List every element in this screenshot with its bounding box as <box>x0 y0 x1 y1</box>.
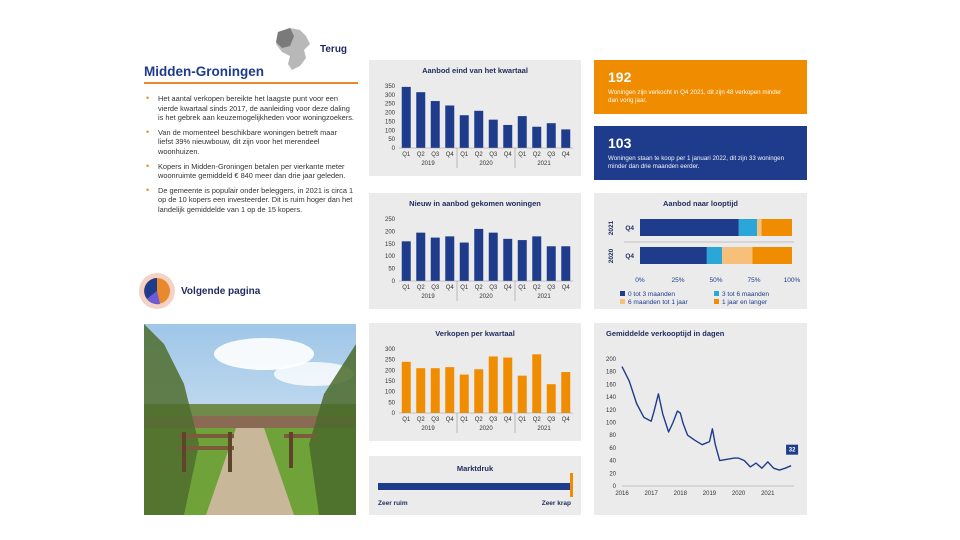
bar <box>532 236 541 281</box>
marktdruk-fill <box>378 483 572 490</box>
legend-swatch <box>714 291 719 296</box>
bar <box>445 105 454 148</box>
year-label: 2020 <box>479 426 493 432</box>
bar <box>431 238 440 281</box>
row-year-label: 2020 <box>608 248 615 264</box>
x-tick-label: 2021 <box>761 491 775 497</box>
year-label: 2019 <box>421 294 435 300</box>
bar <box>460 243 469 281</box>
year-label: 2021 <box>537 161 551 167</box>
y-tick-label: 150 <box>384 119 395 126</box>
x-tick-label: Q3 <box>489 285 498 291</box>
y-tick-label: 100 <box>384 128 395 135</box>
year-label: 2020 <box>479 294 493 300</box>
y-tick-label: 0 <box>391 411 395 417</box>
y-tick-label: 350 <box>384 84 395 90</box>
x-tick-label: Q2 <box>474 417 483 423</box>
x-tick-label: 2019 <box>702 491 717 497</box>
bar <box>416 368 425 413</box>
stacked-bar-segment <box>752 247 792 264</box>
x-tick-label: 0% <box>635 277 645 284</box>
bullet-item: • Het aantal verkopen bereikte het laagste punt voor een vierde kwartaal sinds 2017, de aanleiding voor deze daling is het gebrek aan keuzemogelijkheden voor woningzoekers. <box>144 94 354 123</box>
x-tick-label: Q4 <box>445 417 454 423</box>
y-tick-label: 160 <box>605 382 616 389</box>
chart-title: Gemiddelde verkooptijd in dagen <box>606 329 725 338</box>
stacked-bar-segment <box>640 247 707 264</box>
y-tick-label: 100 <box>384 254 395 261</box>
bar <box>402 87 411 148</box>
bar <box>503 358 512 413</box>
kpi-sold-value: 192 <box>608 69 632 85</box>
bar <box>532 127 541 148</box>
x-tick-label: Q1 <box>460 152 469 158</box>
stacked-bar-segment <box>757 219 762 236</box>
bar <box>416 92 425 148</box>
bar <box>416 233 425 281</box>
back-link[interactable]: Terug <box>320 44 348 55</box>
x-tick-label: Q2 <box>532 152 541 158</box>
next-page-button[interactable] <box>138 272 288 310</box>
bar <box>402 362 411 413</box>
bar <box>518 376 527 413</box>
x-tick-label: Q3 <box>489 417 498 423</box>
y-tick-label: 200 <box>605 357 616 363</box>
marktdruk-panel <box>369 456 581 515</box>
y-tick-label: 150 <box>384 241 395 248</box>
chart-looptijd <box>594 193 807 309</box>
bar <box>547 123 556 148</box>
bar <box>532 354 541 413</box>
row-year-label: 2021 <box>608 220 615 236</box>
x-tick-label: Q1 <box>402 152 411 158</box>
next-page-label: Volgende pagina <box>181 286 261 297</box>
legend-label: 0 tot 3 maanden <box>628 291 675 298</box>
stacked-bar-segment <box>739 219 757 236</box>
x-tick-label: Q3 <box>547 417 556 423</box>
y-tick-label: 200 <box>384 110 395 117</box>
bar <box>518 240 527 281</box>
y-tick-label: 150 <box>384 379 395 385</box>
year-label: 2021 <box>537 426 551 432</box>
x-tick-label: Q3 <box>431 152 440 158</box>
bar <box>445 367 454 413</box>
marktdruk-track <box>378 483 572 490</box>
landscape-photo <box>144 324 356 515</box>
chart-title: Aanbod eind van het kwartaal <box>422 66 528 75</box>
y-tick-label: 60 <box>609 445 616 452</box>
y-tick-label: 140 <box>605 395 616 402</box>
x-tick-label: Q1 <box>460 285 469 291</box>
x-tick-label: Q3 <box>547 152 556 158</box>
y-tick-label: 0 <box>391 146 395 152</box>
chart-looptijd-panel <box>594 193 807 309</box>
kpi-sold-text: Woningen zijn verkocht in Q4 2021, dit zijn 48 verkopen minder dan vorig jaar. <box>608 89 782 104</box>
legend-label: 3 tot 6 maanden <box>722 291 769 298</box>
marktdruk-marker <box>570 473 573 497</box>
y-tick-label: 50 <box>388 266 395 273</box>
x-tick-label: Q4 <box>561 417 570 423</box>
bar <box>561 372 570 413</box>
y-tick-label: 80 <box>609 433 616 440</box>
bullet-list <box>144 94 354 220</box>
x-tick-label: Q3 <box>431 417 440 423</box>
kpi-sold <box>594 60 807 114</box>
bar <box>547 384 556 413</box>
chart-nieuw-panel <box>369 193 581 309</box>
legend-swatch <box>620 291 625 296</box>
chart-aanbod <box>369 60 581 176</box>
last-value-label: 32 <box>788 447 796 454</box>
x-tick-label: Q2 <box>416 152 425 158</box>
y-tick-label: 200 <box>384 368 395 375</box>
chart-verkooptijd-panel <box>594 323 807 515</box>
chart-verkopen <box>369 323 581 441</box>
year-label: 2019 <box>421 161 435 167</box>
bullet-item: • Van de momenteel beschikbare woningen betreft maar liefst 39% nieuwbouw, dit zijn voor het merendeel woonhuizen. <box>144 128 354 157</box>
chart-title: Aanbod naar looptijd <box>663 199 738 208</box>
x-tick-label: 25% <box>671 277 685 284</box>
bar <box>431 368 440 413</box>
chart-aanbod-panel <box>369 60 581 176</box>
bar <box>445 236 454 281</box>
x-tick-label: Q4 <box>503 417 512 423</box>
chart-verkooptijd <box>594 323 807 515</box>
legend-swatch <box>714 299 719 304</box>
y-tick-label: 120 <box>605 407 616 414</box>
x-tick-label: 2020 <box>731 491 746 497</box>
stacked-bar-segment <box>707 247 722 264</box>
y-tick-label: 200 <box>384 229 395 236</box>
y-tick-label: 0 <box>391 279 395 285</box>
page-title: Midden-Groningen <box>144 64 264 79</box>
x-tick-label: 2016 <box>615 491 629 497</box>
x-tick-label: Q3 <box>431 285 440 291</box>
bar <box>474 229 483 281</box>
bar <box>431 101 440 148</box>
x-tick-label: Q4 <box>503 285 512 291</box>
pie-chart-icon <box>138 272 176 310</box>
chart-verkopen-panel <box>369 323 581 441</box>
y-tick-label: 300 <box>384 92 395 99</box>
chart-title: Nieuw in aanbod gekomen woningen <box>409 199 541 208</box>
row-quarter-label: Q4 <box>625 225 634 232</box>
y-tick-label: 50 <box>388 400 395 407</box>
y-tick-label: 250 <box>384 217 395 223</box>
x-tick-label: 2018 <box>673 491 687 497</box>
row-quarter-label: Q4 <box>625 253 634 260</box>
bar <box>547 246 556 281</box>
x-tick-label: Q2 <box>474 152 483 158</box>
region-map-icon <box>270 26 318 72</box>
x-tick-label: Q2 <box>532 417 541 423</box>
y-tick-label: 20 <box>609 471 616 478</box>
x-tick-label: Q2 <box>416 285 425 291</box>
x-tick-label: Q2 <box>474 285 483 291</box>
x-tick-label: Q3 <box>489 152 498 158</box>
bar <box>561 246 570 281</box>
x-tick-label: Q4 <box>503 152 512 158</box>
series-line <box>622 367 791 471</box>
legend-label: 6 maanden tot 1 jaar <box>628 299 688 306</box>
marktdruk-title: Marktdruk <box>456 464 494 473</box>
bar <box>503 239 512 281</box>
kpi-for-sale-text: Woningen staan te koop per 1 januari 2022, dit zijn 33 woningen minder dan drie maanden eerder. <box>608 155 785 170</box>
x-tick-label: 100% <box>783 277 801 284</box>
year-label: 2020 <box>479 161 493 167</box>
x-tick-label: Q1 <box>402 285 411 291</box>
title-underline <box>144 82 358 84</box>
y-tick-label: 40 <box>609 458 616 465</box>
x-tick-label: Q1 <box>460 417 469 423</box>
x-tick-label: 75% <box>747 277 761 284</box>
y-tick-label: 180 <box>605 369 616 376</box>
x-tick-label: Q4 <box>445 285 454 291</box>
chart-title: Verkopen per kwartaal <box>435 329 515 338</box>
x-tick-label: Q4 <box>561 285 570 291</box>
bar <box>460 375 469 413</box>
x-tick-label: 50% <box>709 277 723 284</box>
bar <box>561 129 570 148</box>
x-tick-label: Q3 <box>547 285 556 291</box>
x-tick-label: 2017 <box>644 491 658 497</box>
bar <box>402 241 411 281</box>
marktdruk-left-label: Zeer ruim <box>378 500 408 507</box>
x-tick-label: Q4 <box>561 152 570 158</box>
kpi-for-sale-value: 103 <box>608 135 632 151</box>
x-tick-label: Q4 <box>445 152 454 158</box>
y-tick-label: 0 <box>612 484 616 490</box>
bar <box>474 111 483 148</box>
bar <box>460 115 469 148</box>
bar <box>503 125 512 148</box>
year-label: 2021 <box>537 294 551 300</box>
y-tick-label: 100 <box>384 389 395 396</box>
y-tick-label: 250 <box>384 101 395 108</box>
bar <box>474 369 483 413</box>
bar <box>489 233 498 281</box>
bar <box>489 356 498 413</box>
y-tick-label: 300 <box>384 347 395 353</box>
y-tick-label: 250 <box>384 357 395 364</box>
bar <box>518 116 527 148</box>
x-tick-label: Q2 <box>532 285 541 291</box>
bullet-item: • Kopers in Midden-Groningen betalen per vierkante meter woonruimte gemiddeld € 840 meer dan drie jaar geleden. <box>144 162 354 181</box>
marktdruk-right-label: Zeer krap <box>541 500 571 507</box>
x-tick-label: Q1 <box>402 417 411 423</box>
x-tick-label: Q1 <box>518 285 527 291</box>
x-tick-label: Q2 <box>416 417 425 423</box>
kpi-for-sale <box>594 126 807 180</box>
chart-nieuw <box>369 193 581 309</box>
stacked-bar-segment <box>762 219 792 236</box>
y-tick-label: 100 <box>605 420 616 427</box>
legend-label: 1 jaar en langer <box>722 299 768 306</box>
bullet-item: • De gemeente is populair onder beleggers, in 2021 is circa 1 op de 10 kopers een investeerder. Dit is ruim hoger dan het landelijk gemiddelde van 1 op de 15 kopers. <box>144 186 354 215</box>
stacked-bar-segment <box>640 219 739 236</box>
year-label: 2019 <box>421 426 435 432</box>
x-tick-label: Q1 <box>518 152 527 158</box>
bar <box>489 120 498 148</box>
legend-swatch <box>620 299 625 304</box>
x-tick-label: Q1 <box>518 417 527 423</box>
stacked-bar-segment <box>722 247 752 264</box>
y-tick-label: 50 <box>388 137 395 144</box>
